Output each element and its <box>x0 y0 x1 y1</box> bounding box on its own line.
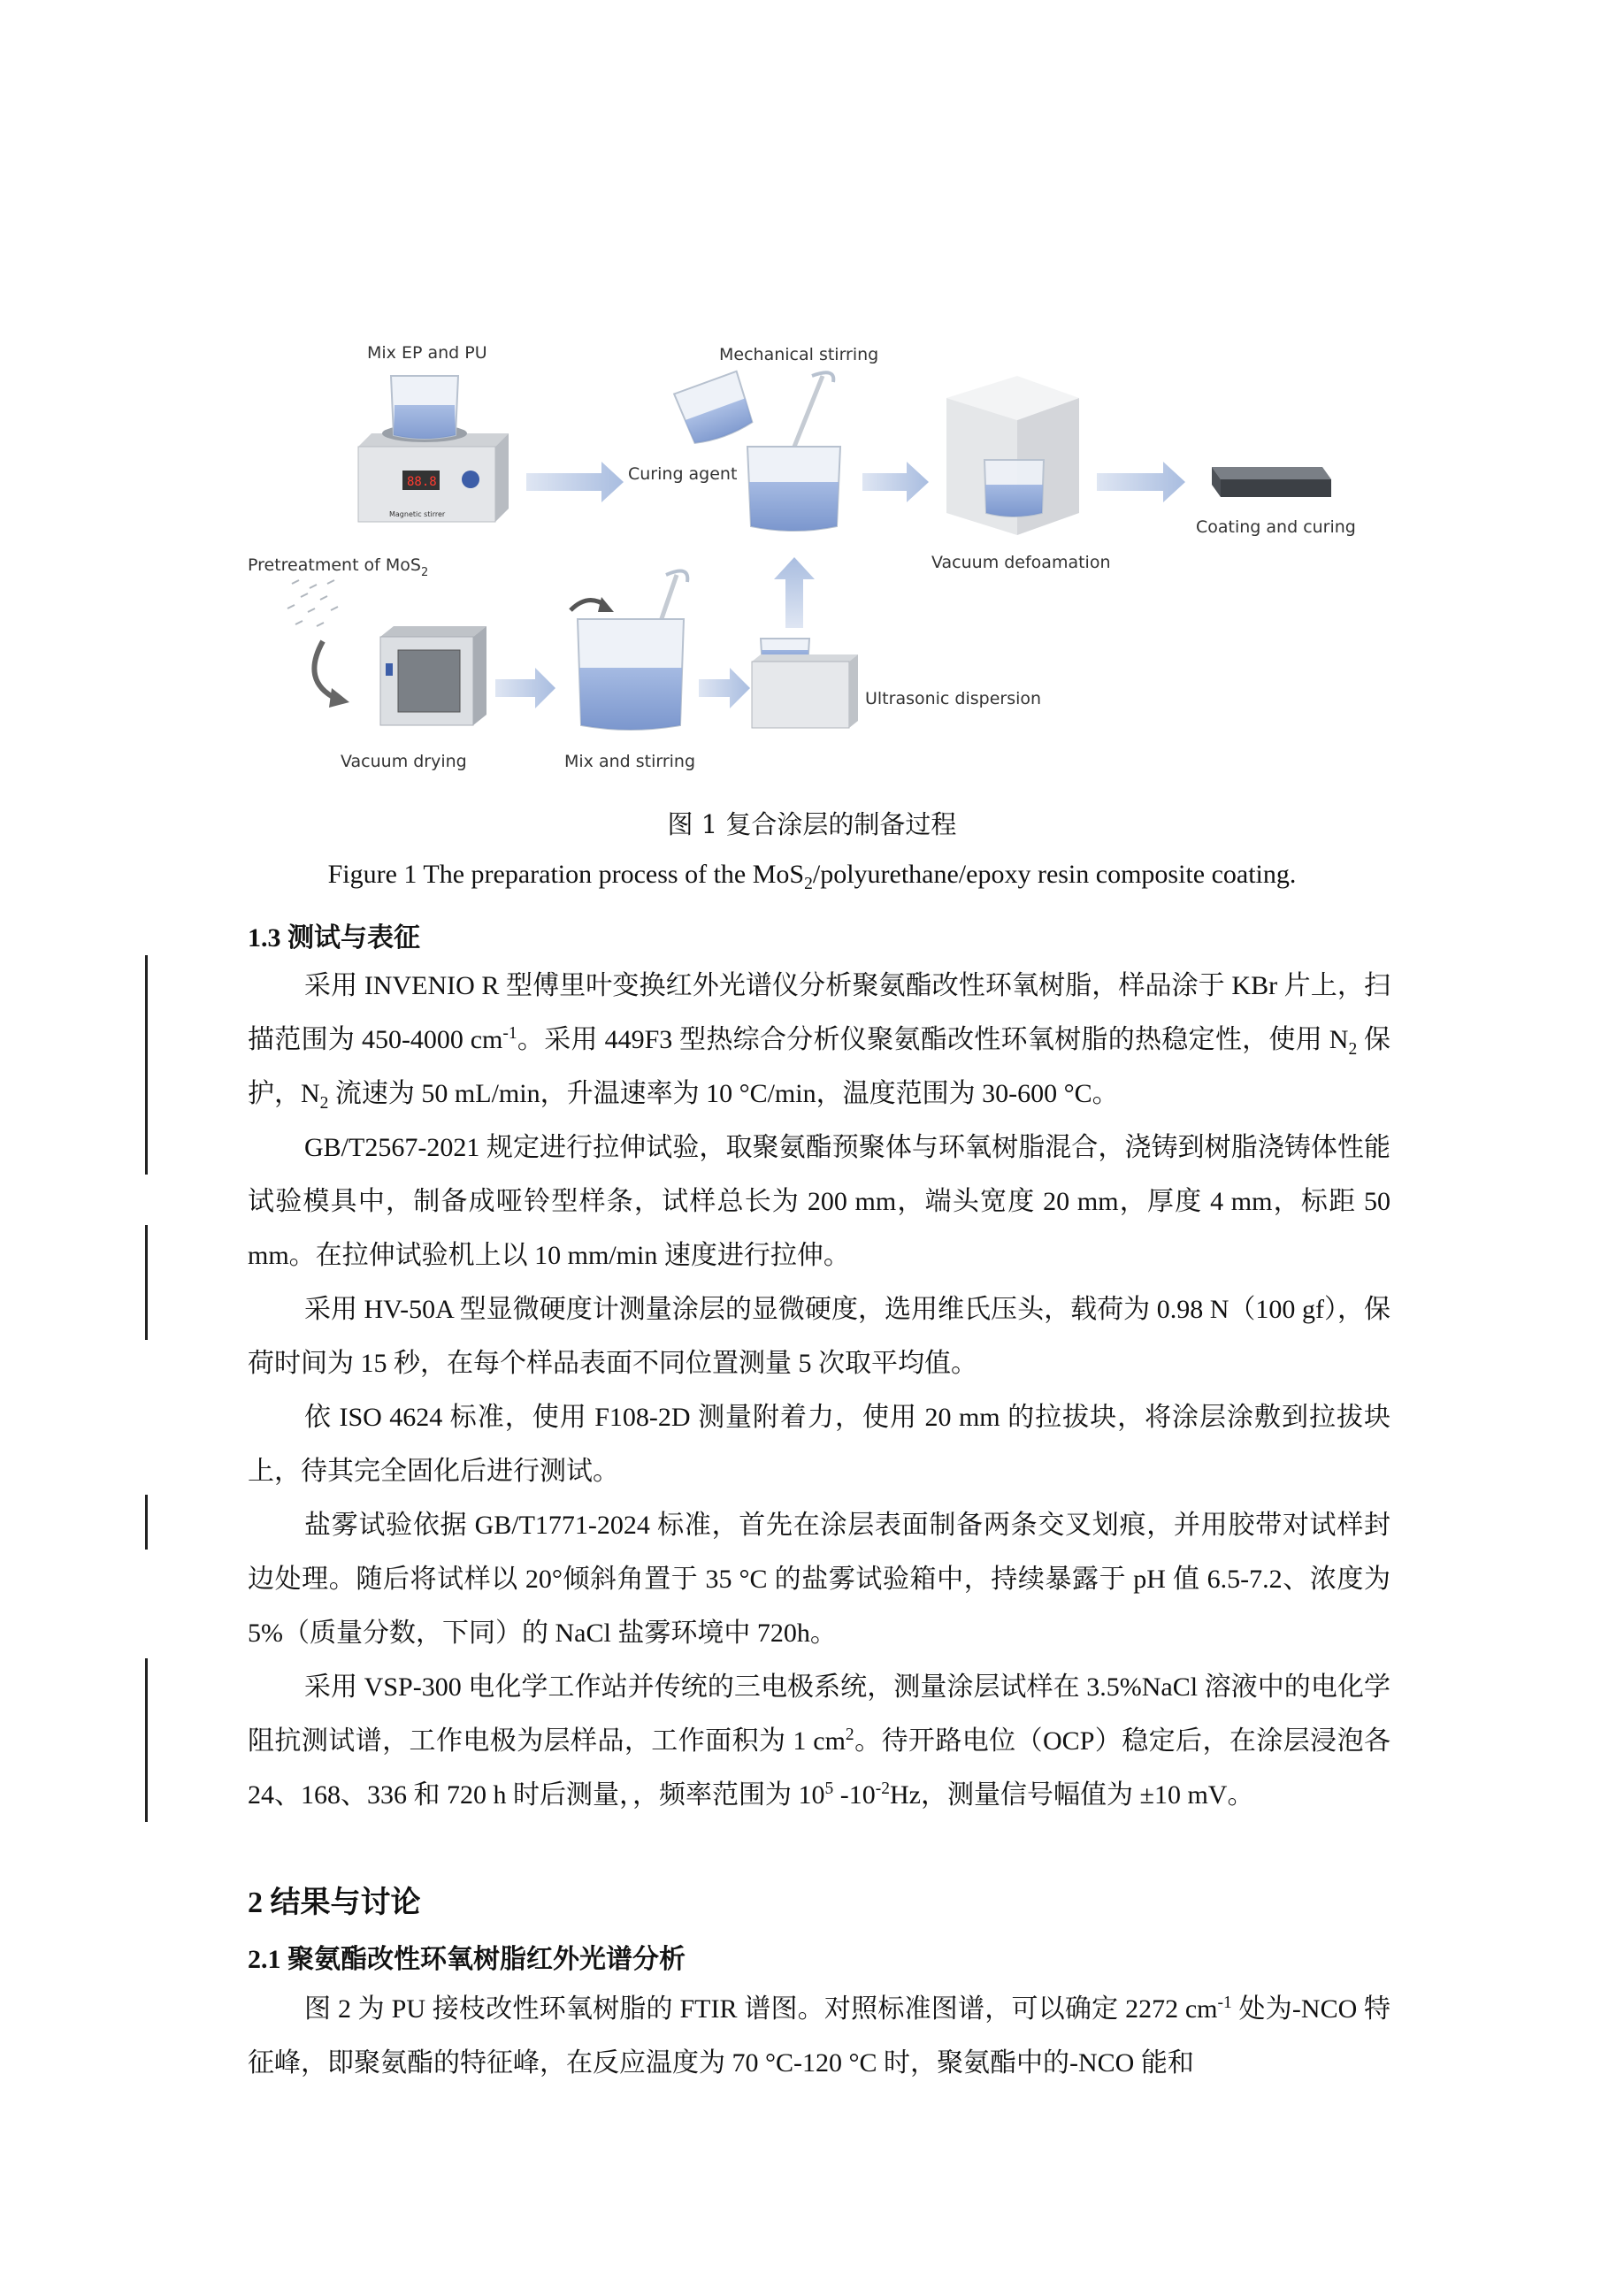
label-curing-agent: Curing agent <box>628 464 738 484</box>
paragraph-ftir-analysis: 图 2 为 PU 接枝改性环氧树脂的 FTIR 谱图。对照标准图谱，可以确定 2272 $cm^{-1}$ 处为-NCO 特征峰，即聚氨酯的特征峰，在反应温度为 70 °C-120 °C 时，聚氨酯中的-NCO 能和 <box>248 1994 1390 2078</box>
paragraph-hardness: 采用 HV-50A 型显微硬度计测量涂层的显微硬度，选用维氏压头，载荷为 0.98 N（100 gf），保荷时间为 15 秒，在每个样品表面不同位置测量 5 次取平均值。 <box>248 1295 1390 1378</box>
svg-text:88.8: 88.8 <box>407 475 437 489</box>
coating-plate-icon <box>1212 467 1331 497</box>
paragraph-salt-spray: 盐雾试验依据 GB/T1771-2024 标准，首先在涂层表面制备两条交叉划痕，并用胶带对试样封边处理。随后将试样以 20°倾斜角置于 35 °C 的盐雾试验箱中，持续暴露于 pH 值 6.5-7.2、浓度为 5%（质量分数，下同）的 NaCl 盐雾环境中 720h。 <box>248 1511 1390 1648</box>
label-mechanical-stirring: Mechanical stirring <box>719 345 879 364</box>
label-ultrasonic-dispersion: Ultrasonic dispersion <box>865 689 1042 708</box>
label-coating-curing: Coating and curing <box>1196 517 1356 537</box>
label-vacuum-drying: Vacuum drying <box>341 752 467 771</box>
pouring-beaker-icon <box>674 371 755 448</box>
arrow-1-icon <box>526 462 624 502</box>
arrow-up-icon <box>774 557 815 628</box>
section-heading-2-1: 2.1 聚氨酯改性环氧树脂红外光谱分析 <box>248 1945 686 1974</box>
paragraph-adhesion: 依 ISO 4624 标准，使用 F108-2D 测量附着力，使用 20 mm 的拉拔块，将涂层涂敷到拉拔块上，待其完全固化后进行测试。 <box>248 1403 1390 1486</box>
label-pretreatment: Pretreatment of MoS$_2$ <box>248 555 429 579</box>
vacuum-oven-icon <box>380 626 486 725</box>
preparation-process-figure <box>239 327 1389 787</box>
paragraph-eis: 采用 VSP-300 电化学工作站并传统的三电极系统，测量涂层试样在 3.5%NaCl 溶液中的电化学阻抗测试谱，工作电极为层样品，工作面积为 1 $cm^2$。待开路电位（OCP）稳定后，在涂层浸泡各 24、168、336 和 720 h 时后测量，，频率范围为 $10^5$ $-10^{-2}Hz$，测量信号幅值为 ±10 mV。 <box>248 1672 1391 1810</box>
arrow-4-icon <box>495 668 555 708</box>
paragraph-tensile: GB/T2567-2021 规定进行拉伸试验，取聚氨酯预聚体与环氧树脂混合，浇铸到树脂浇铸体性能试验模具中，制备成哑铃型样条，试样总长为 200 mm，端头宽度 20 mm，厚度 4 mm，标距 50 mm。在拉伸试验机上以 10 mm/min 速度进行拉伸。 <box>248 1133 1390 1270</box>
paragraph-ftir-tga: 采用 INVENIO R 型傅里叶变换红外光谱仪分析聚氨酯改性环氧树脂，样品涂于 KBr 片上，扫描范围为 450-4000 $cm^{-1}$。采用 449F3 型热综合分析仪聚氨酯改性环氧树脂的热稳定性，使用 $N_2$ 保护，$N_2$ 流速为 50 mL/min，升温速率为 10 °C/min，温度范围为 30-600 °C。 <box>248 971 1391 1113</box>
label-mix-ep-pu: Mix EP and PU <box>367 343 487 363</box>
section-heading-1-3: 1.3 测试与表征 <box>248 923 420 953</box>
figure-caption-en: Figure 1 The preparation process of the MoS$_2$/polyurethane/epoxy resin composite coating. <box>327 860 1297 893</box>
curing-beaker-icon <box>747 447 840 531</box>
change-bar <box>145 1225 148 1340</box>
change-bar <box>145 955 148 1175</box>
change-bar <box>145 1495 148 1550</box>
figure-caption-cn: 图 1 复合涂层的制备过程 <box>667 809 957 839</box>
beaker-icon <box>391 376 458 439</box>
section-heading-2: 2 结果与讨论 <box>248 1887 421 1919</box>
arrow-2-icon <box>862 462 929 502</box>
arrow-5-icon <box>699 668 750 708</box>
label-mix-stirring: Mix and stirring <box>564 752 696 771</box>
label-vacuum-defoamation: Vacuum defoamation <box>931 553 1111 572</box>
mos2-flakes-icon <box>287 580 338 626</box>
ultrasonic-bath-icon <box>752 639 858 728</box>
mixing-beaker-icon <box>578 619 684 730</box>
svg-text:Magnetic stirrer: Magnetic stirrer <box>389 510 446 518</box>
arrow-3-icon <box>1097 462 1185 502</box>
change-bar <box>145 1658 148 1822</box>
vacuum-chamber-icon <box>946 376 1079 535</box>
